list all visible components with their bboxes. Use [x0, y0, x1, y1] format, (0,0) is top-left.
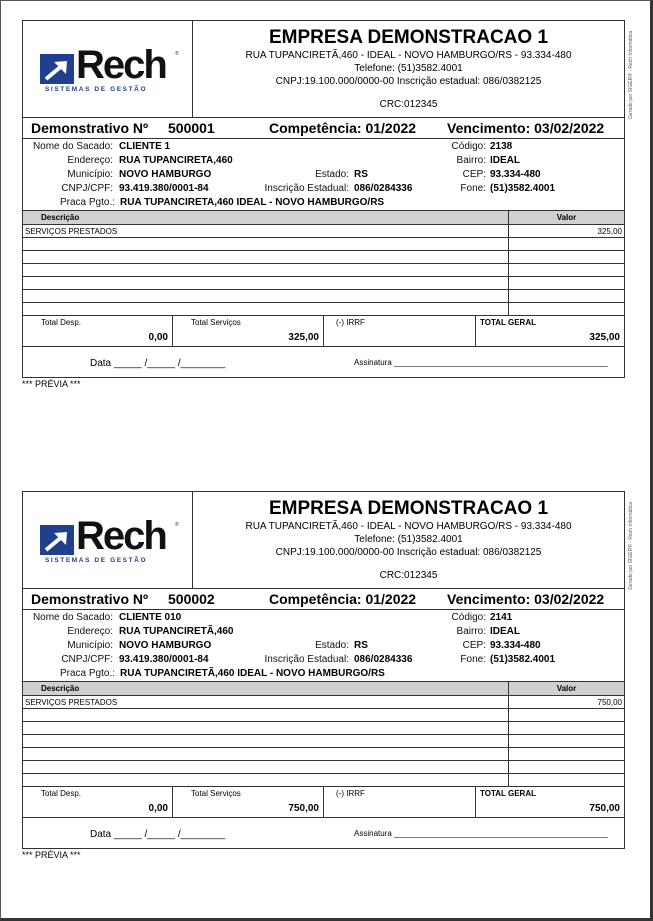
competencia: Competência: 01/2022: [269, 120, 417, 136]
codigo-value: 2141: [490, 612, 513, 623]
item-valor: [509, 251, 625, 264]
assinatura-label: Assinatura: [354, 358, 392, 367]
items-table: [22, 682, 625, 787]
data-blanks: _____ /_____ /________: [113, 358, 226, 369]
row-praca: [23, 667, 623, 681]
total-servicos-cell: [173, 787, 324, 817]
total-desp-label: Total Desp.: [41, 789, 82, 798]
data-field: [90, 829, 225, 840]
codigo-label: Código:: [451, 612, 486, 623]
signature-row: [22, 818, 625, 849]
data-field: [90, 358, 225, 369]
assinatura-field: [354, 358, 608, 367]
company-phone: Telefone: (51)3582.4001: [354, 63, 463, 74]
inscricao-value: 086/0284336: [354, 183, 413, 194]
item-descricao: [23, 277, 509, 290]
item-valor: [509, 735, 625, 748]
item-valor: [509, 774, 625, 787]
bairro-label: Bairro:: [456, 626, 486, 637]
row-cnpj: [23, 653, 623, 667]
table-row: [23, 225, 624, 238]
table-row: [23, 251, 624, 264]
table-row: [23, 761, 624, 774]
praca-label: Praca Pgto.:: [59, 197, 115, 208]
table-row: [23, 774, 624, 787]
row-nome: [23, 611, 623, 625]
logo-tagline: SISTEMAS DE GESTÃO: [45, 86, 148, 93]
item-descricao: [23, 238, 509, 251]
total-desp-value: 0,00: [148, 332, 168, 343]
municipio-value: NOVO HAMBURGO: [119, 169, 212, 180]
cep-value: 93.334-480: [490, 640, 541, 651]
irrf-label: (-) IRRF: [336, 789, 365, 798]
estado-label: Estado:: [315, 169, 349, 180]
nome-label: Nome do Sacado:: [32, 612, 113, 623]
item-descricao: [23, 722, 509, 735]
logo-cell: [23, 21, 193, 117]
totals-row: [22, 787, 625, 818]
nome-value: CLIENTE 1: [119, 141, 171, 152]
item-valor: [509, 761, 625, 774]
arrow-icon: [40, 525, 74, 555]
total-desp-label: Total Desp.: [41, 318, 82, 327]
descricao-header: Descrição: [23, 211, 509, 225]
total-geral-value: 325,00: [589, 332, 620, 343]
total-geral-value: 750,00: [589, 803, 620, 814]
title-bar: [22, 118, 625, 139]
cnpj-label: CNPJ/CPF:: [61, 654, 113, 665]
total-geral-cell: [476, 787, 624, 817]
nome-value: CLIENTE 010: [119, 612, 182, 623]
vencimento: Vencimento: 03/02/2022: [447, 591, 605, 607]
row-nome: [23, 140, 623, 154]
rech-logo: [40, 43, 180, 94]
assinatura-field: [354, 829, 608, 838]
item-descricao: [23, 264, 509, 277]
inscricao-label: Inscrição Estadual:: [264, 183, 349, 194]
item-valor: 325,00: [509, 225, 625, 238]
total-desp-cell: [23, 787, 173, 817]
total-servicos-cell: [173, 316, 324, 346]
cnpj-label: CNPJ/CPF:: [61, 183, 113, 194]
irrf-cell: [324, 787, 476, 817]
item-descricao: SERVIÇOS PRESTADOS: [23, 696, 509, 709]
sacado-info: [22, 610, 625, 682]
estado-value: RS: [354, 640, 368, 651]
logo-cell: [23, 492, 193, 588]
demonstrativo-number: 500001: [168, 120, 215, 136]
generated-by-note: Gerado por SIGER® - Rech Informática: [628, 30, 634, 119]
table-row: [23, 709, 624, 722]
previa-watermark: *** PRÉVIA ***: [22, 850, 81, 860]
item-valor: [509, 303, 625, 316]
title-bar: [22, 589, 625, 610]
registered-mark-icon: ®: [175, 522, 179, 528]
demonstrativo-label: Demonstrativo Nº: [31, 120, 149, 136]
company-name: EMPRESA DEMONSTRACAO 1: [268, 27, 549, 48]
logo-wordmark: Rech: [76, 514, 166, 558]
company-phone: Telefone: (51)3582.4001: [354, 534, 463, 545]
estado-value: RS: [354, 169, 368, 180]
irrf-label: (-) IRRF: [336, 318, 365, 327]
data-blanks: _____ /_____ /________: [113, 829, 226, 840]
company-address: RUA TUPANCIRETÃ,460 - IDEAL - NOVO HAMBURGO/RS - 93.334-480: [245, 50, 572, 61]
table-row: [23, 748, 624, 761]
sacado-info: [22, 139, 625, 211]
descricao-header: Descrição: [23, 682, 509, 696]
row-cnpj: [23, 182, 623, 196]
item-descricao: [23, 709, 509, 722]
company-name: EMPRESA DEMONSTRACAO 1: [268, 498, 549, 519]
total-servicos-label: Total Serviços: [191, 318, 241, 327]
bairro-label: Bairro:: [456, 155, 486, 166]
codigo-value: 2138: [490, 141, 513, 152]
praca-value: RUA TUPANCIRETÃ,460 IDEAL - NOVO HAMBURGO/RS: [120, 668, 385, 679]
item-valor: [509, 238, 625, 251]
item-valor: [509, 709, 625, 722]
fone-label: Fone:: [460, 654, 486, 665]
fone-value: (51)3582.4001: [490, 183, 556, 194]
item-descricao: [23, 251, 509, 264]
item-valor: [509, 264, 625, 277]
endereco-label: Endereço:: [67, 155, 113, 166]
company-info: [193, 492, 624, 588]
document-header: [22, 491, 634, 590]
table-row: [23, 277, 624, 290]
municipio-value: NOVO HAMBURGO: [119, 640, 212, 651]
item-valor: [509, 748, 625, 761]
demonstrativo-label: Demonstrativo Nº: [31, 591, 149, 607]
item-valor: [509, 277, 625, 290]
previa-watermark: *** PRÉVIA ***: [22, 379, 81, 389]
company-cnpj: CNPJ:19.100.000/0000-00 Inscrição estadual: 086/0382125: [275, 76, 542, 87]
company-address: RUA TUPANCIRETÃ,460 - IDEAL - NOVO HAMBURGO/RS - 93.334-480: [245, 521, 572, 532]
bairro-value: IDEAL: [490, 155, 520, 166]
registered-mark-icon: ®: [175, 51, 179, 57]
table-row: [23, 264, 624, 277]
totals-row: [22, 316, 625, 347]
row-endereco: [23, 154, 623, 168]
vencimento: Vencimento: 03/02/2022: [447, 120, 605, 136]
praca-label: Praca Pgto.:: [59, 668, 115, 679]
item-descricao: [23, 290, 509, 303]
demonstrativo-document-1: [22, 20, 634, 389]
nome-label: Nome do Sacado:: [32, 141, 113, 152]
valor-header: Valor: [509, 211, 625, 225]
total-servicos-value: 750,00: [288, 803, 319, 814]
total-servicos-label: Total Serviços: [191, 789, 241, 798]
item-valor: [509, 290, 625, 303]
assinatura-blank: ________________________________________________: [394, 358, 608, 367]
cep-label: CEP:: [462, 169, 486, 180]
inscricao-label: Inscrição Estadual:: [264, 654, 349, 665]
fone-label: Fone:: [460, 183, 486, 194]
demonstrativo-number: 500002: [168, 591, 215, 607]
rech-logo: [40, 514, 180, 565]
item-descricao: [23, 735, 509, 748]
endereco-value: RUA TUPANCIRETÃ,460: [119, 626, 234, 637]
company-cnpj: CNPJ:19.100.000/0000-00 Inscrição estadual: 086/0382125: [275, 547, 542, 558]
item-descricao: SERVIÇOS PRESTADOS: [23, 225, 509, 238]
data-label: Data: [90, 829, 112, 840]
item-valor: 750,00: [509, 696, 625, 709]
logo-tagline: SISTEMAS DE GESTÃO: [45, 557, 148, 564]
inscricao-value: 086/0284336: [354, 654, 413, 665]
assinatura-label: Assinatura: [354, 829, 392, 838]
data-label: Data: [90, 358, 112, 369]
table-row: [23, 735, 624, 748]
company-crc: CRC:012345: [379, 570, 438, 581]
table-row: [23, 722, 624, 735]
arrow-icon: [40, 54, 74, 84]
total-geral-label: TOTAL GERAL: [480, 318, 536, 327]
table-row: [23, 303, 624, 316]
total-geral-label: TOTAL GERAL: [480, 789, 536, 798]
total-desp-value: 0,00: [148, 803, 168, 814]
logo-wordmark: Rech: [76, 43, 166, 87]
row-endereco: [23, 625, 623, 639]
table-row: [23, 290, 624, 303]
estado-label: Estado:: [315, 640, 349, 651]
fone-value: (51)3582.4001: [490, 654, 556, 665]
document-header: [22, 20, 634, 119]
municipio-label: Município:: [67, 640, 113, 651]
generated-by-note: Gerado por SIGER® - Rech Informática: [628, 501, 634, 590]
cnpj-value: 93.419.380/0001-84: [119, 654, 209, 665]
total-desp-cell: [23, 316, 173, 346]
table-row: [23, 238, 624, 251]
total-geral-cell: [476, 316, 624, 346]
table-row: [23, 696, 624, 709]
items-table: [22, 211, 625, 316]
praca-value: RUA TUPANCIRETA,460 IDEAL - NOVO HAMBURGO/RS: [120, 197, 385, 208]
item-descricao: [23, 748, 509, 761]
endereco-value: RUA TUPANCIRETA,460: [119, 155, 233, 166]
endereco-label: Endereço:: [67, 626, 113, 637]
item-valor: [509, 722, 625, 735]
competencia: Competência: 01/2022: [269, 591, 417, 607]
company-crc: CRC:012345: [379, 99, 438, 110]
valor-header: Valor: [509, 682, 625, 696]
codigo-label: Código:: [451, 141, 486, 152]
cep-label: CEP:: [462, 640, 486, 651]
row-municipio: [23, 168, 623, 182]
demonstrativo-document-2: [22, 491, 634, 860]
row-municipio: [23, 639, 623, 653]
cep-value: 93.334-480: [490, 169, 541, 180]
total-servicos-value: 325,00: [288, 332, 319, 343]
assinatura-blank: ________________________________________________: [394, 829, 608, 838]
row-praca: [23, 196, 623, 210]
item-descricao: [23, 774, 509, 787]
bairro-value: IDEAL: [490, 626, 520, 637]
item-descricao: [23, 761, 509, 774]
cnpj-value: 93.419.380/0001-84: [119, 183, 209, 194]
company-info: [193, 21, 624, 117]
municipio-label: Município:: [67, 169, 113, 180]
item-descricao: [23, 303, 509, 316]
irrf-cell: [324, 316, 476, 346]
signature-row: [22, 347, 625, 378]
